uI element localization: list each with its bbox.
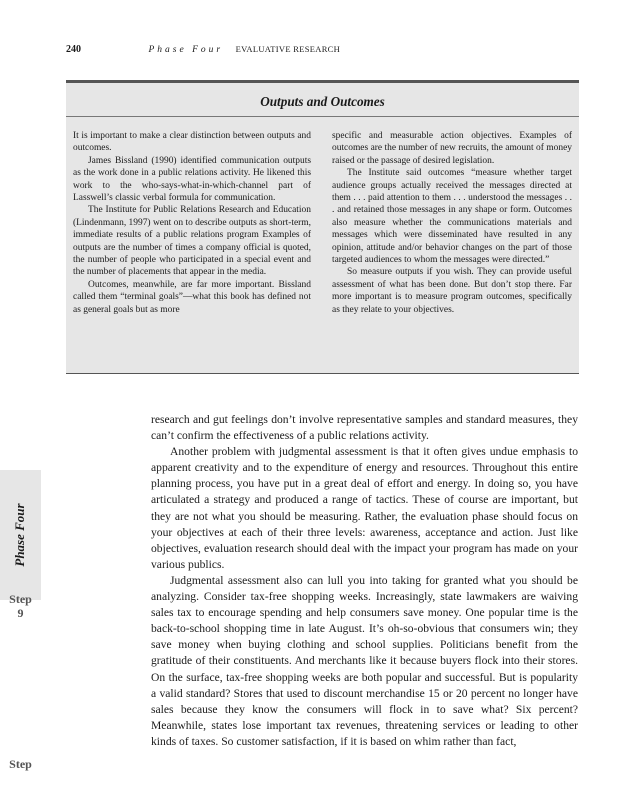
body-text [151, 412, 578, 750]
page-number: 240 [66, 44, 81, 55]
box-divider [66, 116, 579, 117]
box-paragraph: The Institute for Public Relations Research and Education (Lindenmann, 1997) went on to describe outputs as short-term, immediate results of a public relations program Examples of outputs are the number of times a company official is quoted, the number of people who participated in a special event and the number of placements that appear in the media. [73, 205, 311, 278]
box-paragraph: The Institute said outcomes “measure whether target audience groups actually received the messages directed at them . . . paid attention to them . . . understood the messages . . . and retained those messages in any shape or form. Outcomes also measure whether the communications materials and messages which were disseminated have resulted in any opinion, attitude and/or behavior changes on the part of those targeted audiences to whom the messages were directed.” [332, 168, 572, 266]
sidebar-box [66, 80, 579, 374]
step-number: 9 [17, 606, 24, 620]
box-right-column [332, 130, 572, 316]
body-paragraph: Judgmental assessment also can lull you into taking for granted what you should be analyzing. Consider tax-free shopping weeks. Increasingly, state lawmakers are waiving sales tax to encourage spending and help consumers save money. One popular time is the back-to-school shopping time in late August. It’s oh-so-obvious that consumers win; they save money when buying clothing and school supplies. Politicians benefit from the gratitude of their constituents. And merchants like it because buyers flock into their stores. On the surface, tax-free shopping weeks are both popular and successful. But is popularity a valid standard? Stores that used to discount merchandise 15 or 20 percent no longer have sales because they know the consumers will flock in to save what? Six percent? Meanwhile, states lose important tax revenues, threatening services or leading to other kinds of taxes. So customer satisfaction, if it is based on whim rather than fact, [151, 573, 578, 748]
body-paragraph: Another problem with judgmental assessment is that it often gives undue emphasis to apparent creativity and to the expenditure of energy and resources. Throughout this entire planning process, you have put in a great deal of effort and energy. In doing so, you have articulated a strategy and produced a range of tactics. These of course are important, but they are not what you should be measuring. Rather, the evaluation phase should focus on your objectives at each of their three levels: awareness, acceptance and action. Just like objectives, evaluation research should deal with the impact your program has made on your various publics. [151, 445, 578, 571]
header-phase: Phase Four [148, 45, 224, 55]
header-section: EVALUATIVE RESEARCH [235, 44, 341, 54]
running-header [66, 44, 340, 55]
step-marker-bottom [0, 757, 41, 772]
step-marker [0, 592, 41, 619]
step-word: Step [9, 592, 32, 606]
step-word: Step [9, 757, 32, 771]
box-paragraph: James Bissland (1990) identified communication outputs as the work done in a public relations activity. He likened this work to the who-says-what-in-which-channel part of Lasswell’s classic verbal formula for communication. [73, 155, 311, 204]
box-paragraph: Outcomes, meanwhile, are far more important. Bissland called them “terminal goals”—what this book has defined not as general goals but as more [73, 279, 311, 315]
phase-tab-label: Phase Four [12, 503, 27, 567]
box-paragraph: So measure outputs if you wish. They can provide useful assessment of what has been done. But don’t stop there. Far more important is to measure program outcomes, specifically as they relate to your objectives. [332, 267, 572, 315]
box-paragraph: It is important to make a clear distinction between outputs and outcomes. [73, 131, 311, 154]
box-title: Outputs and Outcomes [260, 94, 385, 109]
box-left-column [73, 130, 311, 316]
box-paragraph: specific and measurable action objectives. Examples of outcomes are the number of new recruits, the amount of money raised or the passage of desired legislation. [332, 131, 572, 166]
body-paragraph: research and gut feelings don’t involve representative samples and standard measures, they can’t confirm the effectiveness of a public relations activity. [151, 413, 578, 443]
